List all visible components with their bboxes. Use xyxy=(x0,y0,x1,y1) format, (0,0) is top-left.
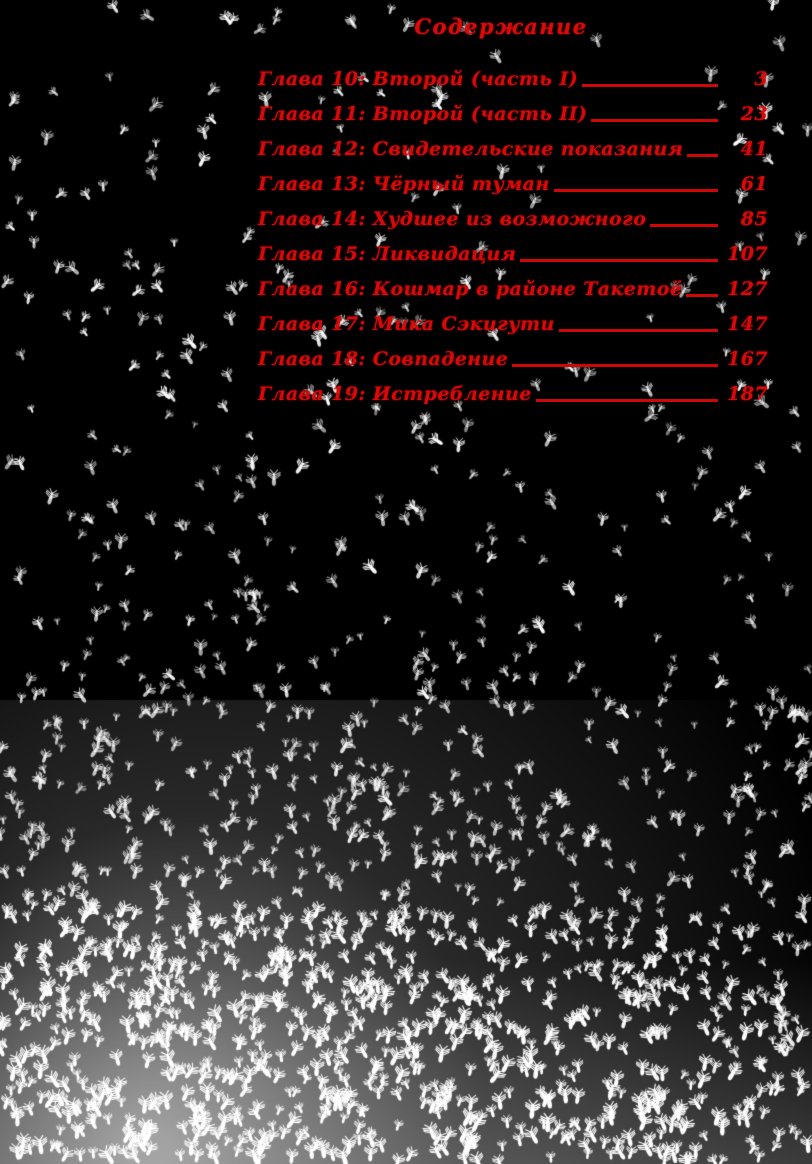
toc-entry-leader-line xyxy=(554,189,718,190)
toc-entry-page-number: 107 xyxy=(727,243,768,265)
toc-entry-chapter: Глава 15: Ликвидация xyxy=(258,243,517,265)
toc-entry[interactable] xyxy=(258,348,768,383)
toc-entry-chapter: Глава 18: Совпадение xyxy=(258,348,509,370)
toc-entry[interactable] xyxy=(258,138,768,173)
toc-entry[interactable] xyxy=(258,243,768,278)
toc-entry-leader-line xyxy=(650,224,718,225)
toc-entry-leader-line xyxy=(512,364,718,365)
toc-entry-leader-line xyxy=(591,119,718,120)
toc-entry-page-number: 23 xyxy=(740,103,768,125)
toc-entry-chapter: Глава 16: Кошмар в районе Такетоё xyxy=(258,278,683,300)
toc-entry-page-number: 3 xyxy=(754,68,768,90)
toc-entry-leader-line xyxy=(687,154,718,155)
toc-entry-page-number: 127 xyxy=(727,278,768,300)
toc-entry-chapter: Глава 13: Чёрный туман xyxy=(258,173,550,195)
toc-entry-page-number: 187 xyxy=(727,383,768,405)
toc-entry-page-number: 85 xyxy=(740,208,768,230)
toc-entry-leader-line xyxy=(520,259,718,260)
toc-entry-chapter: Глава 11: Второй (часть II) xyxy=(258,103,588,125)
toc-entry[interactable] xyxy=(258,68,768,103)
toc-entry-page-number: 147 xyxy=(727,313,768,335)
toc-entry-leader-line xyxy=(536,399,718,400)
toc-entry[interactable] xyxy=(258,313,768,348)
page-title: Содержание xyxy=(414,14,588,39)
toc-entry-leader-line xyxy=(686,294,718,295)
toc-entry[interactable] xyxy=(258,278,768,313)
toc-entry-page-number: 167 xyxy=(727,348,768,370)
toc-entry-chapter: Глава 12: Свидетельские показания xyxy=(258,138,684,160)
toc-entry[interactable] xyxy=(258,173,768,208)
toc-entry-chapter: Глава 14: Худшее из возможного xyxy=(258,208,647,230)
toc-entry-page-number: 61 xyxy=(740,173,768,195)
toc-entry-chapter: Глава 19: Истребление xyxy=(258,383,532,405)
toc-entry-leader-line xyxy=(582,84,718,85)
toc-entry[interactable] xyxy=(258,103,768,138)
toc-entry-chapter: Глава 10: Второй (часть I) xyxy=(258,68,579,90)
toc-entry-chapter: Глава 17: Мика Сэкигути xyxy=(258,313,555,335)
toc-entry[interactable] xyxy=(258,383,768,418)
toc-entry[interactable] xyxy=(258,208,768,243)
toc-entry-leader-line xyxy=(559,329,718,330)
toc-entry-list xyxy=(258,68,768,418)
toc-entry-page-number: 41 xyxy=(740,138,768,160)
